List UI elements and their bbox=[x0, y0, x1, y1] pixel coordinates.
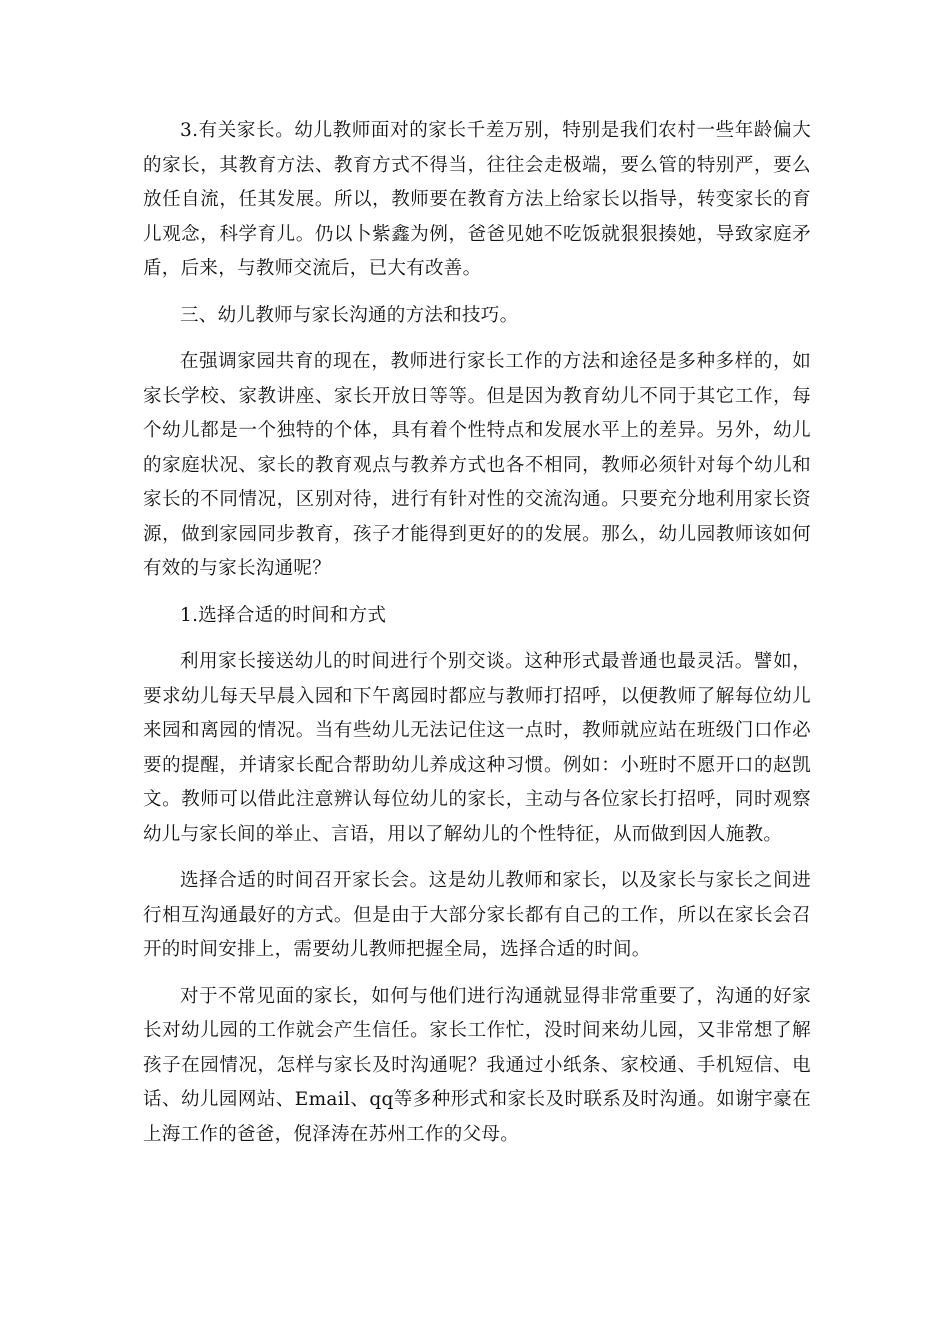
paragraph-pickup-talk: 利用家长接送幼儿的时间进行个别交谈。这种形式最普通也最灵活。譬如，要求幼儿每天早晨入园和下午离园时都应与教师打招呼，以便教师了解每位幼儿来园和离园的情况。当有些幼儿无法记住这一点时，教师就应站在班级门口作必要的提醒，并请家长配合帮助幼儿养成这种习惯。例如：小班时不愿开口的赵凯文。教师可以借此注意辨认每位幼儿的家长，主动与各位家长打招呼，同时观察幼儿与家长间的举止、言语，用以了解幼儿的个性特征，从而做到因人施教。 bbox=[143, 651, 811, 845]
subheading-time-and-method: 1.选择合适的时间和方式 bbox=[180, 604, 387, 626]
paragraph-parents-types: 3.有关家长。幼儿教师面对的家长千差万别，特别是我们农村一些年龄偏大的家长，其教育方法、教育方式不得当，往往会走极端，要么管的特别严，要么放任自流，任其发展。所以，教师要在教育方法上给家长以指导，转变家长的育儿观念，科学育儿。仍以卜紫鑫为例，爸爸见她不吃饭就狠狠揍她，导致家庭矛盾，后来，与教师交流后，已大有改善。 bbox=[143, 120, 811, 279]
section-heading-communication: 三、幼儿教师与家长沟通的方法和技巧。 bbox=[180, 304, 519, 326]
paragraph-parent-meeting: 选择合适的时间召开家长会。这是幼儿教师和家长，以及家长与家长之间进行相互沟通最好的方式。但是由于大部分家长都有自己的工作，所以在家长会召开的时间安排上，需要幼儿教师把握全局，选择合适的时间。 bbox=[143, 870, 811, 960]
document-page bbox=[143, 114, 811, 1152]
paragraph-remote-parents: 对于不常见面的家长，如何与他们进行沟通就显得非常重要了，沟通的好家长对幼儿园的工作就会产生信任。家长工作忙，没时间来幼儿园，又非常想了解孩子在园情况，怎样与家长及时沟通呢？我通过小纸条、家校通、手机短信、电话、幼儿园网站、Email、qq等多种形式和家长及时联系及时沟通。如谢宇豪在上海工作的爸爸，倪泽涛在苏州工作的父母。 bbox=[143, 985, 811, 1145]
paragraph-intro: 在强调家园共育的现在，教师进行家长工作的方法和途径是多种多样的，如家长学校、家教讲座、家长开放日等等。但是因为教育幼儿不同于其它工作，每个幼儿都是一个独特的个体，具有着个性特点和发展水平上的差异。另外，幼儿的家庭状况、家长的教育观点与教养方式也各不相同，教师必须针对每个幼儿和家长的不同情况，区别对待，进行有针对性的交流沟通。只要充分地利用家长资源，做到家园同步教育，孩子才能得到更好的的发展。那么，幼儿园教师该如何有效的与家长沟通呢？ bbox=[143, 351, 811, 579]
